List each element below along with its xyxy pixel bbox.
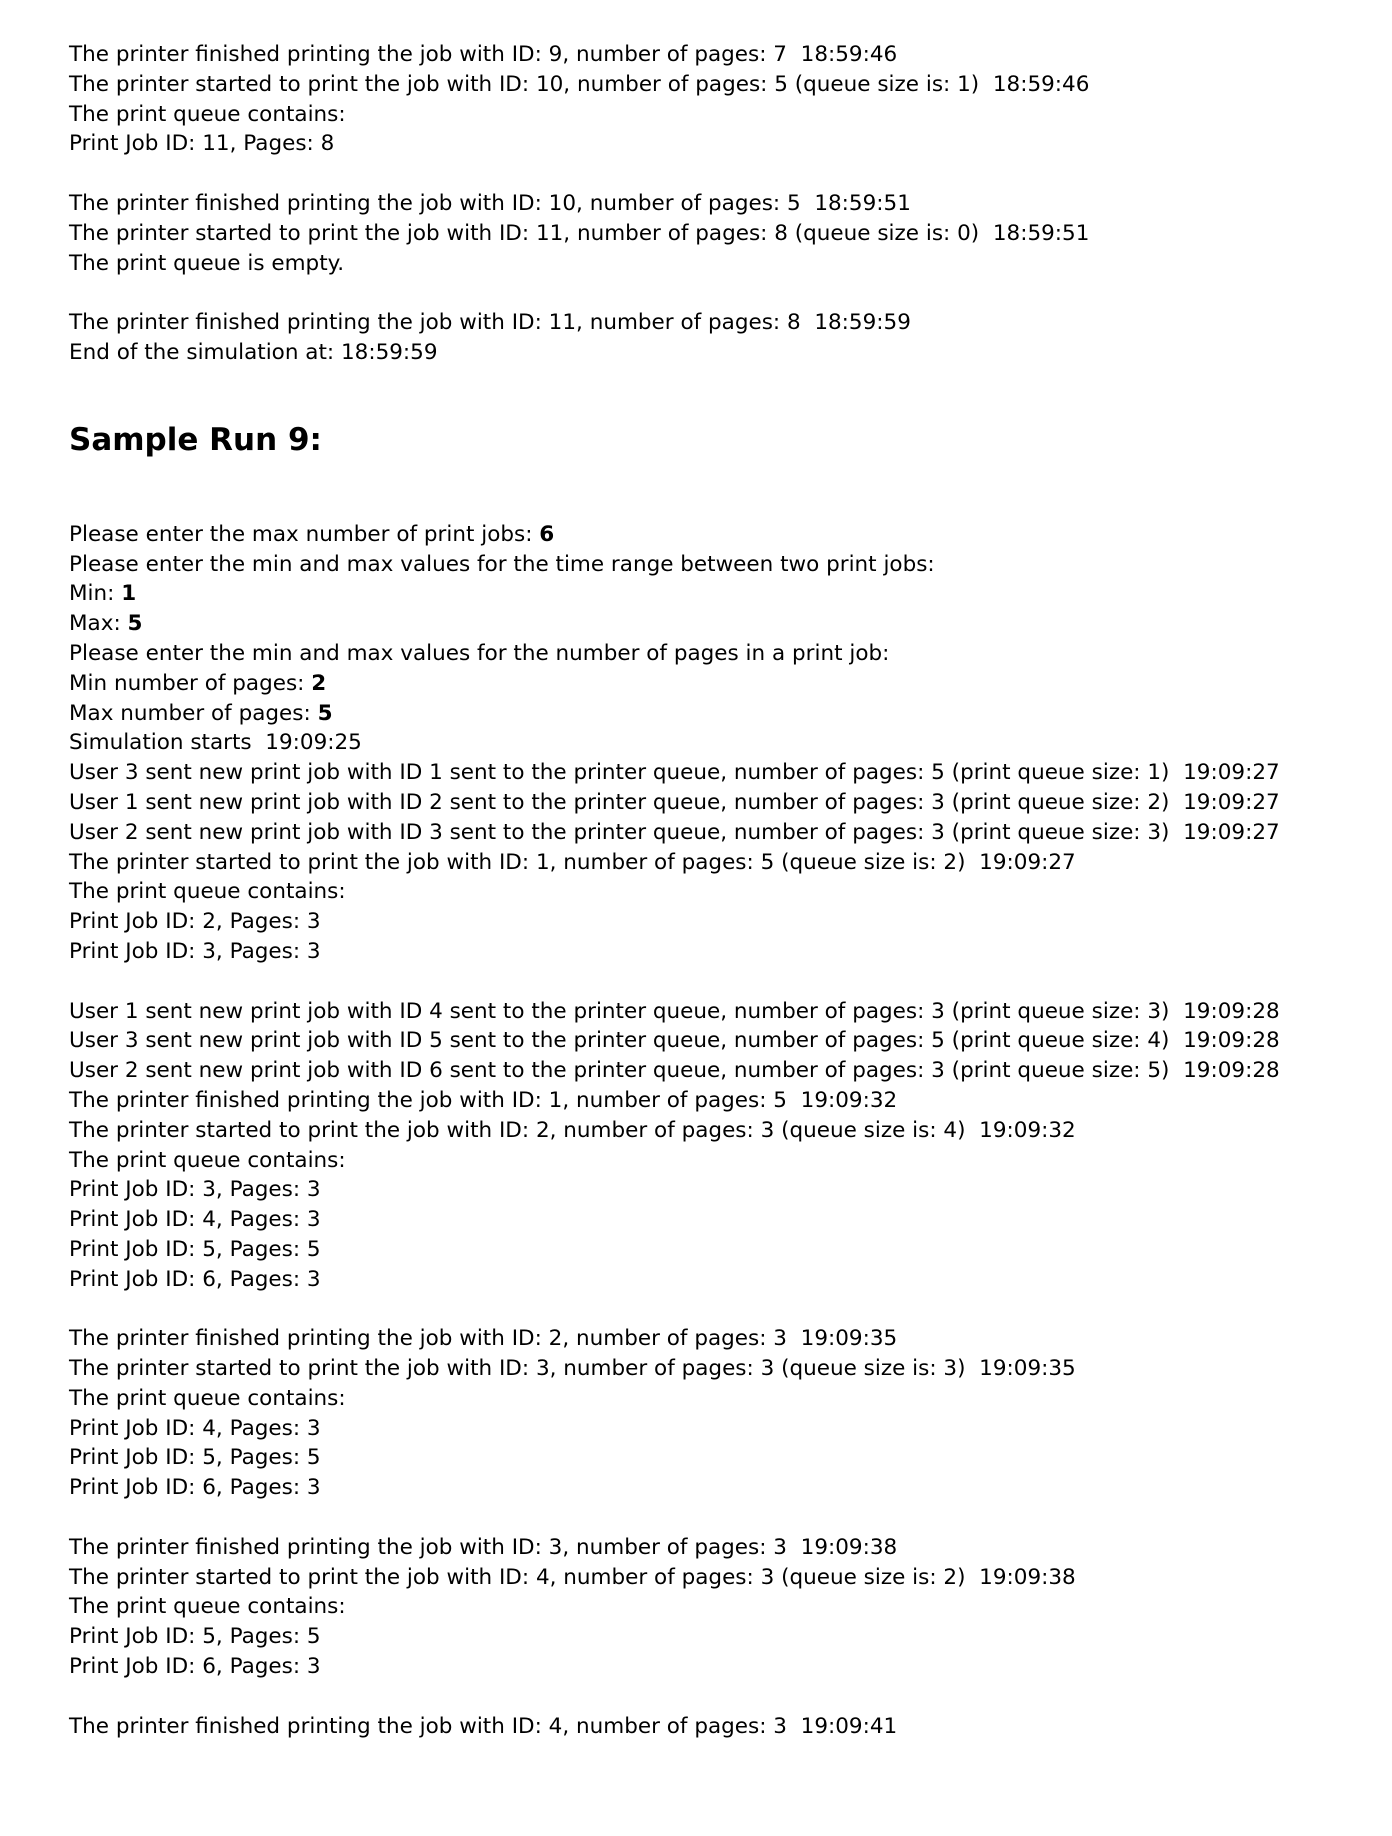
log-line: The print queue contains: (69, 101, 346, 127)
log-line: Print Job ID: 6, Pages: 3 (69, 1654, 321, 1680)
log-line: The print queue is empty. (69, 250, 345, 276)
log-line: User 1 sent new print job with ID 4 sent to the printer queue, number of pages: 3 (print queue size: 3) 19:09:28 (69, 998, 1280, 1024)
log-line: User 1 sent new print job with ID 2 sent to the printer queue, number of pages: 3 (print queue size: 2) 19:09:27 (69, 789, 1280, 815)
user-input-value: 2 (311, 670, 327, 696)
user-input-value: 1 (121, 581, 137, 607)
log-line: Print Job ID: 5, Pages: 5 (69, 1624, 321, 1650)
log-line: The printer finished printing the job with ID: 1, number of pages: 5 19:09:32 (69, 1087, 898, 1113)
input-prompts (69, 520, 1369, 729)
blank-line (69, 1503, 1369, 1533)
log-line: The printer finished printing the job with ID: 9, number of pages: 7 18:59:46 (69, 42, 898, 67)
prompt-label: Min number of pages: (69, 670, 312, 696)
blank-line (69, 1294, 1369, 1324)
user-input-value: 5 (127, 611, 143, 637)
log-line: The printer finished printing the job with ID: 4, number of pages: 3 19:09:41 (69, 1713, 898, 1739)
log-line: The printer finished printing the job with ID: 2, number of pages: 3 19:09:35 (69, 1326, 898, 1352)
log-line: The printer finished printing the job with ID: 10, number of pages: 5 18:59:51 (69, 190, 911, 216)
blank-line (69, 278, 1369, 308)
log-line: User 3 sent new print job with ID 1 sent to the printer queue, number of pages: 5 (print queue size: 1) 19:09:27 (69, 760, 1280, 786)
prompt-label: Max number of pages: (69, 700, 318, 726)
spacer (69, 460, 1369, 520)
log-line: User 3 sent new print job with ID 5 sent to the printer queue, number of pages: 5 (print queue size: 4) 19:09:28 (69, 1028, 1280, 1054)
log-line: Print Job ID: 6, Pages: 3 (69, 1475, 321, 1501)
log-line: Print Job ID: 2, Pages: 3 (69, 909, 321, 935)
log-line: Print Job ID: 5, Pages: 5 (69, 1236, 321, 1262)
output-block-6 (69, 1324, 1369, 1503)
prompt-pages-range: Please enter the min and max values for the number of pages in a print job: (69, 640, 890, 666)
log-line: Print Job ID: 5, Pages: 5 (69, 1445, 321, 1471)
log-line: The print queue contains: (69, 1594, 346, 1620)
output-block-8 (69, 1712, 1369, 1742)
user-input-value: 6 (539, 521, 555, 547)
log-line: The printer started to print the job with ID: 1, number of pages: 5 (queue size is: 2) 19:09:27 (69, 849, 1076, 875)
prompt-label: Min: (69, 581, 122, 607)
output-block-7 (69, 1533, 1369, 1682)
log-line: The printer finished printing the job with ID: 11, number of pages: 8 18:59:59 (69, 310, 911, 336)
log-line: The printer started to print the job with ID: 4, number of pages: 3 (queue size is: 2) 19:09:38 (69, 1564, 1076, 1590)
log-line: The printer started to print the job with ID: 11, number of pages: 8 (queue size is: 0) 18:59:51 (69, 220, 1090, 246)
log-line: The print queue contains: (69, 1147, 346, 1173)
prompt-max (69, 609, 1369, 639)
log-line: Print Job ID: 11, Pages: 8 (69, 131, 335, 157)
log-line: Print Job ID: 4, Pages: 3 (69, 1207, 321, 1233)
prompt-max-jobs (69, 520, 1369, 550)
output-block-2 (69, 189, 1369, 278)
output-block-3 (69, 308, 1369, 368)
blank-line (69, 967, 1369, 997)
output-block-1 (69, 40, 1369, 159)
prompt-label: Max: (69, 611, 128, 637)
log-line: The printer started to print the job with ID: 3, number of pages: 3 (queue size is: 3) 19:09:35 (69, 1356, 1076, 1382)
log-line: The printer finished printing the job with ID: 3, number of pages: 3 19:09:38 (69, 1534, 898, 1560)
prompt-min (69, 579, 1369, 609)
log-line: The print queue contains: (69, 1385, 346, 1411)
output-block-5 (69, 997, 1369, 1295)
log-line: End of the simulation at: 18:59:59 (69, 339, 438, 365)
prompt-max-pages (69, 699, 1369, 729)
prompt-time-range: Please enter the min and max values for the time range between two print jobs: (69, 551, 935, 577)
user-input-value: 5 (317, 700, 333, 726)
blank-line (69, 1682, 1369, 1712)
log-line: Print Job ID: 3, Pages: 3 (69, 938, 321, 964)
log-line: The print queue contains: (69, 879, 346, 905)
log-line: Simulation starts 19:09:25 (69, 730, 362, 756)
output-block-4 (69, 728, 1369, 966)
section-heading: Sample Run 9: (69, 421, 322, 458)
log-line: The printer started to print the job with ID: 2, number of pages: 3 (queue size is: 4) 19:09:32 (69, 1117, 1076, 1143)
spacer (69, 368, 1369, 420)
log-line: The printer started to print the job with ID: 10, number of pages: 5 (queue size is: 1) 18:59:46 (69, 71, 1090, 97)
log-line: Print Job ID: 4, Pages: 3 (69, 1415, 321, 1441)
document-body (69, 40, 1369, 1741)
log-line: User 2 sent new print job with ID 3 sent to the printer queue, number of pages: 3 (print queue size: 3) 19:09:27 (69, 819, 1280, 845)
prompt-label: Please enter the max number of print jobs: (69, 521, 540, 547)
blank-line (69, 159, 1369, 189)
log-line: User 2 sent new print job with ID 6 sent to the printer queue, number of pages: 3 (print queue size: 5) 19:09:28 (69, 1058, 1280, 1084)
log-line: Print Job ID: 3, Pages: 3 (69, 1177, 321, 1203)
prompt-min-pages (69, 669, 1369, 699)
log-line: Print Job ID: 6, Pages: 3 (69, 1266, 321, 1292)
